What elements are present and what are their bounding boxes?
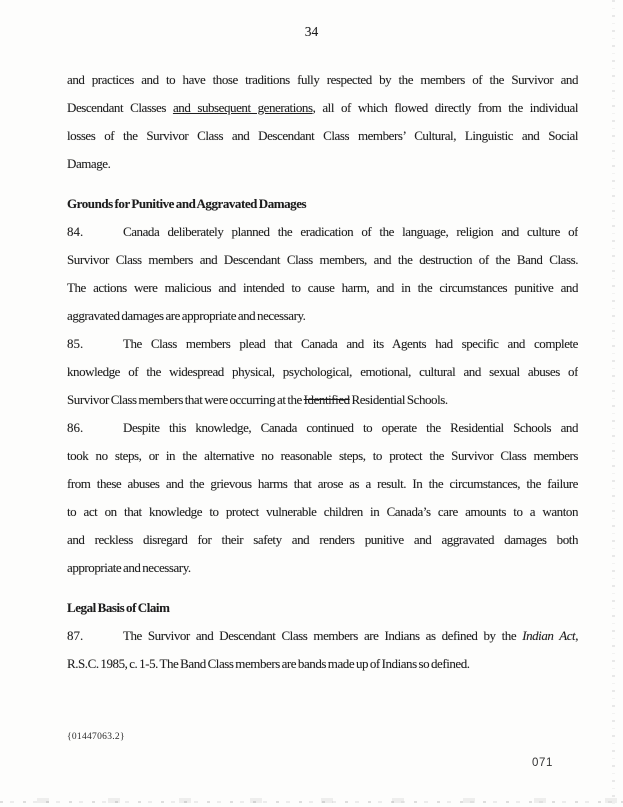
section-heading: Grounds for Punitive and Aggravated Damages bbox=[67, 196, 307, 211]
text-segment: to act on that knowledge to protect vulnerable children in Canada’s care amounts to a wanton bbox=[67, 504, 578, 519]
text-segment: The Class members plead that Canada and its Agents had specific and complete bbox=[123, 336, 578, 351]
docket-reference: {01447063.2} bbox=[67, 732, 125, 742]
text-segment: and practices and to have those traditions fully respected by the members of the Survivor and bbox=[67, 72, 578, 87]
paragraph bbox=[67, 218, 578, 330]
text-segment: Canada deliberately planned the eradication of the language, religion and culture of bbox=[123, 224, 578, 239]
paragraph bbox=[67, 622, 578, 678]
paragraph-number: 87. bbox=[67, 628, 84, 643]
text-segment: Residential Schools. bbox=[349, 392, 448, 407]
paragraph bbox=[67, 414, 578, 582]
paragraph-line bbox=[67, 554, 578, 582]
text-segment: Damage. bbox=[67, 156, 111, 171]
text-segment: and reckless disregard for their safety and renders punitive and aggravated damages both bbox=[67, 532, 578, 547]
paragraph-number: 86. bbox=[67, 420, 84, 435]
paragraph-line bbox=[67, 94, 578, 122]
formatted-text-segment: Identified bbox=[303, 392, 350, 407]
paragraph-line bbox=[67, 122, 578, 150]
text-segment: Survivor Class members that were occurring at the bbox=[67, 392, 304, 407]
section-heading: Legal Basis of Claim bbox=[67, 600, 170, 615]
text-segment: appropriate and necessary. bbox=[67, 560, 191, 575]
text-segment: R.S.C. 1985, c. 1-5. The Band Class members are bands made up of Indians so defined. bbox=[67, 656, 470, 671]
paragraph-line bbox=[67, 150, 578, 178]
paragraph-number: 84. bbox=[67, 224, 84, 239]
text-segment: Despite this knowledge, Canada continued to operate the Residential Schools and bbox=[123, 420, 578, 435]
paragraph-line bbox=[67, 66, 578, 94]
paragraph-line bbox=[67, 414, 578, 442]
text-segment: The Survivor and Descendant Class members are Indians as defined by the bbox=[123, 628, 523, 643]
paragraph-line bbox=[67, 358, 578, 386]
text-segment: from these abuses and the grievous harms that arose as a result. In the circumstances, the failure bbox=[67, 476, 578, 491]
page-number: 34 bbox=[304, 24, 319, 39]
text-segment: aggravated damages are appropriate and necessary. bbox=[67, 308, 306, 323]
paragraph-line bbox=[67, 526, 578, 554]
paragraph-line bbox=[67, 442, 578, 470]
paragraph bbox=[67, 330, 578, 414]
text-segment: Survivor Class members and Descendant Class members, and the destruction of the Band Class. bbox=[67, 252, 578, 267]
paragraph-line bbox=[67, 498, 578, 526]
document-body bbox=[67, 66, 578, 678]
paragraph bbox=[67, 66, 578, 178]
formatted-text-segment: and subsequent generations bbox=[172, 100, 313, 115]
text-segment: took no steps, or in the alternative no reasonable steps, to protect the Survivor Class members bbox=[67, 448, 578, 463]
paragraph-line bbox=[67, 246, 578, 274]
text-segment: The actions were malicious and intended to cause harm, and in the circumstances punitive and bbox=[67, 280, 578, 295]
paragraph-line bbox=[67, 386, 578, 414]
text-segment: , all of which flowed directly from the individual bbox=[312, 100, 578, 115]
paragraph-number: 85. bbox=[67, 336, 84, 351]
paragraph-line bbox=[67, 302, 578, 330]
paragraph-line bbox=[67, 622, 578, 650]
text-segment: losses of the Survivor Class and Descendant Class members’ Cultural, Linguistic and Social bbox=[67, 128, 578, 143]
paragraph-line bbox=[67, 650, 578, 678]
scan-artifact-bottom-edge bbox=[0, 798, 623, 804]
paragraph-line bbox=[67, 218, 578, 246]
formatted-text-segment: Indian Act bbox=[522, 628, 576, 643]
paragraph-line bbox=[67, 330, 578, 358]
text-segment: knowledge of the widespread physical, psychological, emotional, cultural and sexual abuses of bbox=[67, 364, 578, 379]
paragraph-line bbox=[67, 470, 578, 498]
bates-number: 071 bbox=[532, 757, 553, 769]
text-segment: Descendant Classes bbox=[67, 100, 173, 115]
text-segment: , bbox=[575, 628, 578, 643]
scan-artifact-right-edge bbox=[612, 0, 615, 807]
paragraph-line bbox=[67, 274, 578, 302]
